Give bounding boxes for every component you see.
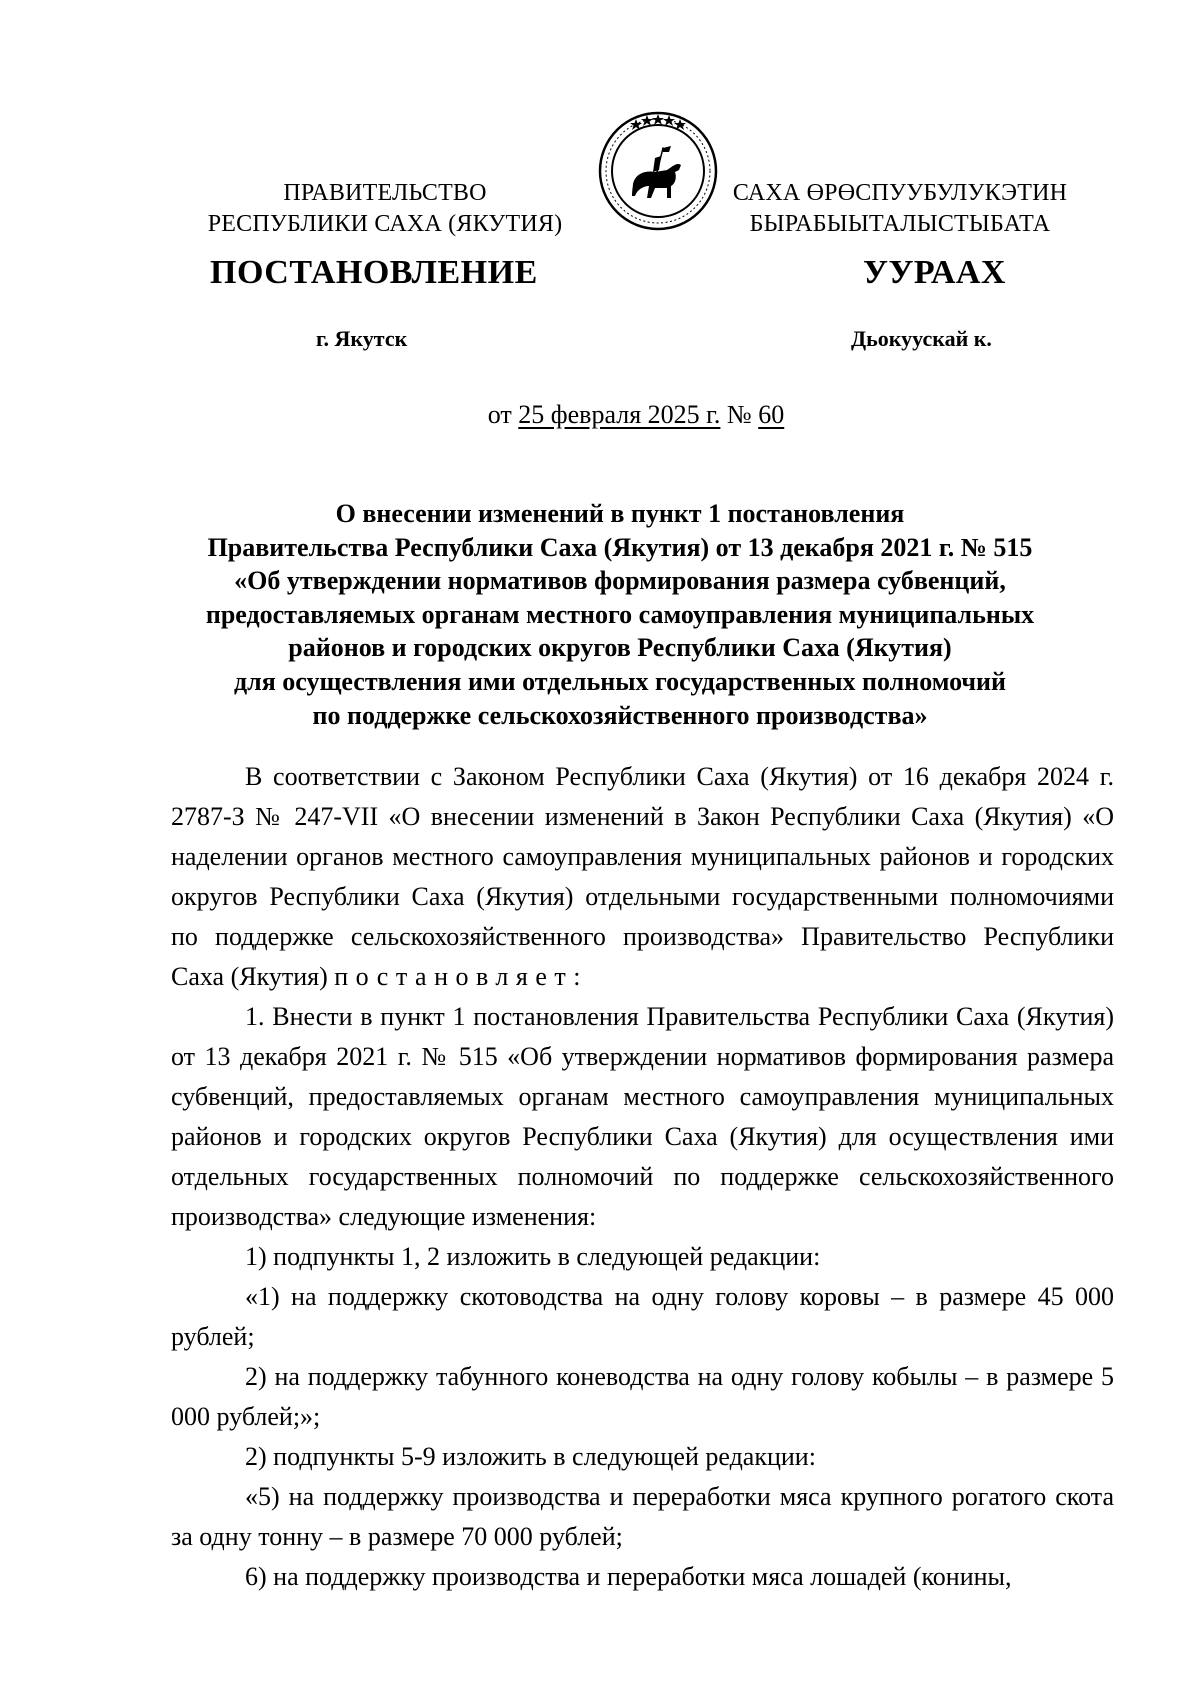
document-type-russian: ПОСТАНОВЛЕНИЕ <box>210 254 538 291</box>
subclause-paragraph: 1) подпункты 1, 2 изложить в следующей редакции: <box>245 1242 821 1271</box>
date-prefix: от <box>487 400 512 429</box>
city-russian: г. Якутск <box>316 326 408 351</box>
subclause-paragraph: 2) подпункты 5-9 изложить в следующей редакции: <box>245 1442 816 1471</box>
date-number-line <box>36 400 1200 430</box>
subclause-paragraph: «5) на поддержку производства и переработки мяса крупного рогатого скота за одну тонну – в размере 70 000 рублей; <box>171 1482 1114 1551</box>
resolves-word: постановляет: <box>334 962 588 991</box>
document-type-sakha: УУРААХ <box>863 254 1006 291</box>
title-line: предоставляемых органам местного самоуправления муниципальных <box>205 599 1035 629</box>
subclause-paragraph: 2) на поддержку табунного коневодства на одну голову кобылы – в размере 5 000 рублей;»; <box>171 1362 1114 1431</box>
issuer-name-russian <box>175 178 595 240</box>
document-title <box>150 497 1090 732</box>
title-line: для осуществления ими отдельных государственных полномочий <box>233 666 1007 696</box>
title-line: Правительства Республики Саха (Якутия) от 13 декабря 2021 г. № 515 <box>207 532 1033 562</box>
document-body <box>171 757 1114 1597</box>
issuer-sakha-line-2: БЫРАБЫЫТАЛЫСТЫБАТА <box>749 211 1051 237</box>
issuer-name-sakha <box>690 178 1110 240</box>
subclause-paragraph: «1) на поддержку скотоводства на одну голову коровы – в размере 45 000 рублей; <box>171 1282 1114 1351</box>
document-date: 25 февраля 2025 г. <box>518 400 721 429</box>
title-line: «Об утверждении нормативов формирования размера субвенций, <box>234 566 1006 596</box>
title-line: О внесении изменений в пункт 1 постановления <box>335 499 905 528</box>
title-line: по поддержке сельскохозяйственного производства» <box>312 700 928 730</box>
issuer-line-2: РЕСПУБЛИКИ САХА (ЯКУТИЯ) <box>207 211 563 237</box>
city-sakha: Дьокуускай к. <box>851 326 992 351</box>
issuer-sakha-line-1: САХА ӨРӨСПУУБУЛУКЭТИН <box>732 180 1068 206</box>
preamble-text: В соответствии с Законом Республики Саха (Якутия) от 16 декабря 2024 г. 2787-З № 247-VII «О внесении изменений в Закон Республики Саха (Якутия) «О наделении органов местного самоуправления муниципальных районов и городских округов Республики Саха (Якутия) отдельными государственными полномочиями по поддержке сельскохозяйственного производства» Правительство Республики Саха (Якутия) <box>171 762 1114 991</box>
preamble-paragraph <box>171 757 1114 997</box>
clause-1-paragraph: 1. Внести в пункт 1 постановления Правительства Республики Саха (Якутия) от 13 декабря 2021 г. № 515 «Об утверждении нормативов формирования размера субвенций, предоставляемых органам местного самоуправления муниципальных районов и городских округов Республики Саха (Якутия) для осуществления ими отдельных государственных полномочий по поддержке сельскохозяйственного производства» следующие изменения: <box>171 1002 1114 1231</box>
document-number: 60 <box>758 400 785 429</box>
subclause-paragraph: 6) на поддержку производства и переработки мяса лошадей (конины, <box>245 1562 1012 1591</box>
number-sign: № <box>726 400 752 429</box>
issuer-line-1: ПРАВИТЕЛЬСТВО <box>283 180 487 206</box>
title-line: районов и городских округов Республики Саха (Якутия) <box>288 633 952 663</box>
